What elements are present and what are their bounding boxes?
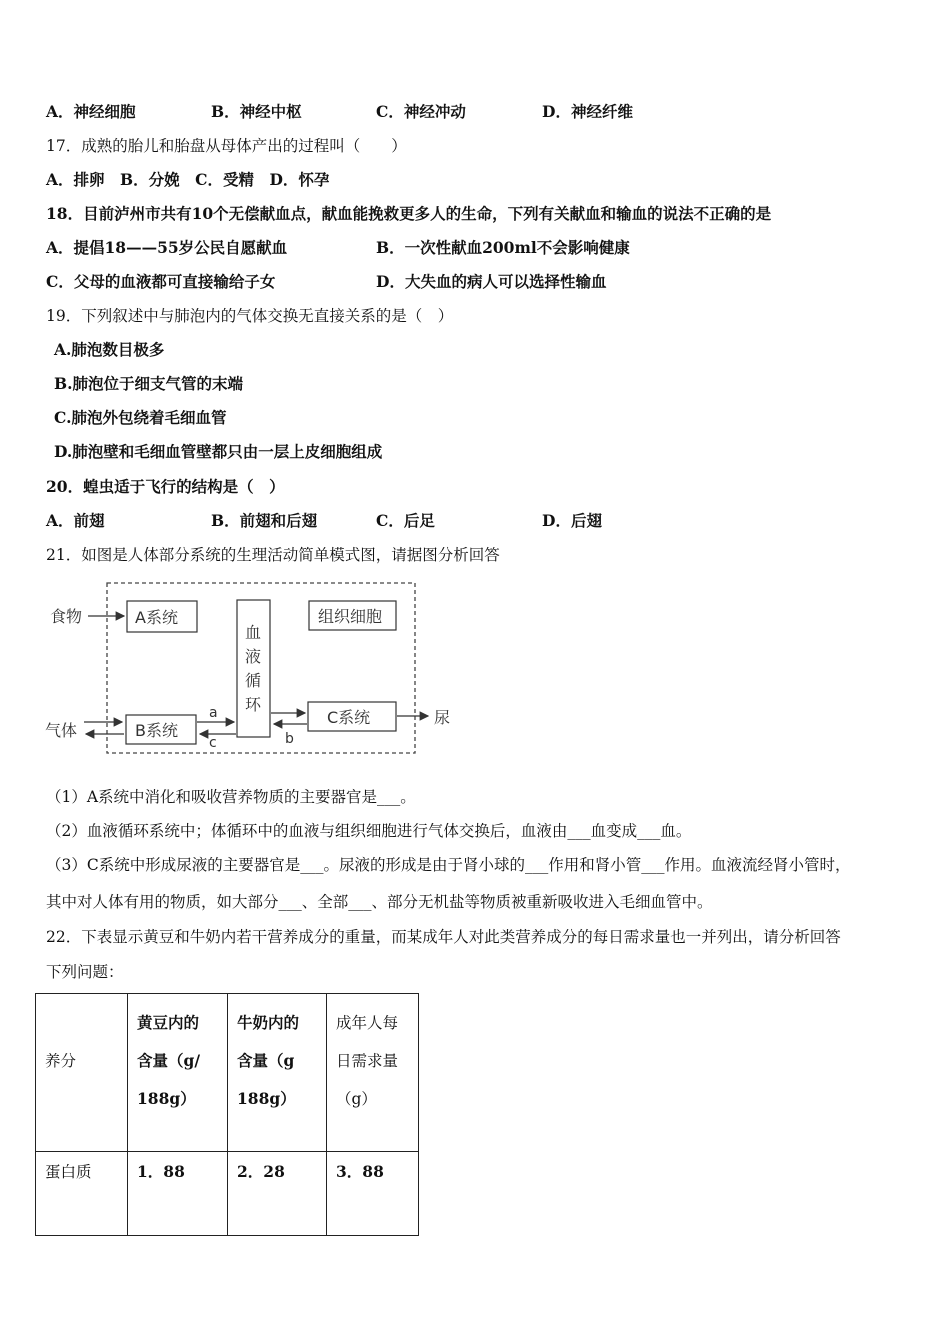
diagram-a-system-label: A系统	[135, 608, 178, 627]
q20-option-d: D．后翅	[542, 511, 602, 530]
nutrition-table	[35, 993, 419, 1236]
q21-stem: 21．如图是人体部分系统的生理活动简单模式图，请据图分析回答	[46, 546, 500, 564]
q18-option-b: B．一次性献血200ml不会影响健康	[376, 238, 630, 257]
diagram-urine-label: 尿	[434, 708, 451, 727]
q16-option-d: D．神经纤维	[542, 102, 633, 121]
q20-option-b: B．前翅和后翅	[211, 511, 318, 530]
header-milk-line2: 含量（g	[237, 1051, 295, 1070]
q20-option-a: A．前翅	[46, 511, 105, 530]
q21-sub3a: （3）C系统中形成尿液的主要器官是___。尿液的形成是由于肾小球的___作用和肾小管___作用。血液流经肾小管时，	[46, 856, 851, 874]
q20-option-c: C．后足	[376, 511, 435, 530]
q19-option-c: C.肺泡外包绕着毛细血管	[54, 408, 227, 427]
q19-option-d: D.肺泡壁和毛细血管壁都只由一层上皮细胞组成	[54, 442, 383, 461]
table-cell: 蛋白质	[36, 1152, 128, 1236]
q17-options: A．排卵 B．分娩 C．受精 D．怀孕	[46, 170, 330, 189]
q20-stem: 20．蝗虫适于飞行的结构是（ ）	[46, 477, 285, 496]
q17-stem: 17．成熟的胎儿和胎盘从母体产出的过程叫（ ）	[46, 137, 407, 155]
diagram-blood-char-2: 液	[245, 647, 262, 666]
q16-option-b: B．神经中枢	[211, 102, 302, 121]
table-cell: 2．28	[228, 1152, 327, 1236]
header-soy-line1: 黄豆内的	[137, 1013, 200, 1032]
q22-stem-line2: 下列问题：	[46, 963, 124, 981]
table-header-cell	[128, 994, 228, 1152]
physiology-diagram	[40, 578, 460, 760]
header-adult-line2: 日需求量	[336, 1052, 399, 1070]
q18-option-c: C．父母的血液都可直接输给子女	[46, 272, 276, 291]
header-adult-line1: 成年人每	[336, 1014, 399, 1032]
q19-option-a: A.肺泡数目极多	[54, 340, 165, 359]
header-adult-line3: （g）	[336, 1090, 377, 1108]
table-row	[36, 1152, 419, 1236]
q18-option-d: D．大失血的病人可以选择性输血	[376, 272, 607, 291]
diagram-blood-char-4: 环	[245, 695, 262, 714]
diagram-tissue-label: 组织细胞	[318, 607, 383, 626]
diagram-gas-label: 气体	[45, 721, 78, 740]
q21-sub2: （2）血液循环系统中；体循环中的血液与组织细胞进行气体交换后，血液由___血变成___血。	[46, 822, 692, 840]
diagram-label-c: c	[209, 735, 217, 751]
diagram-food-label: 食物	[50, 607, 83, 626]
table-header-cell	[36, 994, 128, 1152]
header-soy-line2: 含量（g/	[137, 1051, 200, 1070]
q16-option-c: C．神经冲动	[376, 102, 466, 121]
diagram-blood-char-3: 循	[245, 671, 262, 690]
q18-stem: 18．目前泸州市共有10个无偿献血点，献血能挽救更多人的生命，下列有关献血和输血的说法不正确的是	[46, 204, 772, 223]
header-milk-line1: 牛奶内的	[237, 1013, 300, 1032]
q22-stem-line1: 22．下表显示黄豆和牛奶内若干营养成分的重量，而某成年人对此类营养成分的每日需求量也一并列出，请分析回答	[46, 928, 841, 946]
q21-sub3b: 其中对人体有用的物质，如大部分___、全部___、部分无机盐等物质被重新吸收进入毛细血管中。	[46, 893, 713, 911]
header-nutrient: 养分	[45, 1052, 77, 1070]
table-cell: 1．88	[128, 1152, 228, 1236]
q18-option-a: A．提倡18——55岁公民自愿献血	[46, 238, 288, 257]
header-soy-line3: 188g）	[137, 1089, 196, 1108]
diagram-c-system-label: C系统	[327, 708, 371, 727]
diagram-label-a: a	[209, 705, 218, 721]
q16-option-a: A．神经细胞	[46, 102, 136, 121]
table-header-row	[36, 994, 419, 1152]
table-cell: 3．88	[327, 1152, 419, 1236]
diagram-blood-circulation-box	[237, 600, 270, 737]
diagram-label-b: b	[285, 731, 294, 747]
q19-stem: 19．下列叙述中与肺泡内的气体交换无直接关系的是（ ）	[46, 307, 454, 325]
diagram-b-system-label: B系统	[135, 721, 178, 740]
table-header-cell	[327, 994, 419, 1152]
table-header-cell	[228, 994, 327, 1152]
diagram-blood-char-1: 血	[245, 623, 262, 642]
q21-sub1: （1）A系统中消化和吸收营养物质的主要器官是___。	[46, 788, 416, 806]
q19-option-b: B.肺泡位于细支气管的末端	[54, 374, 243, 393]
header-milk-line3: 188g）	[237, 1089, 296, 1108]
